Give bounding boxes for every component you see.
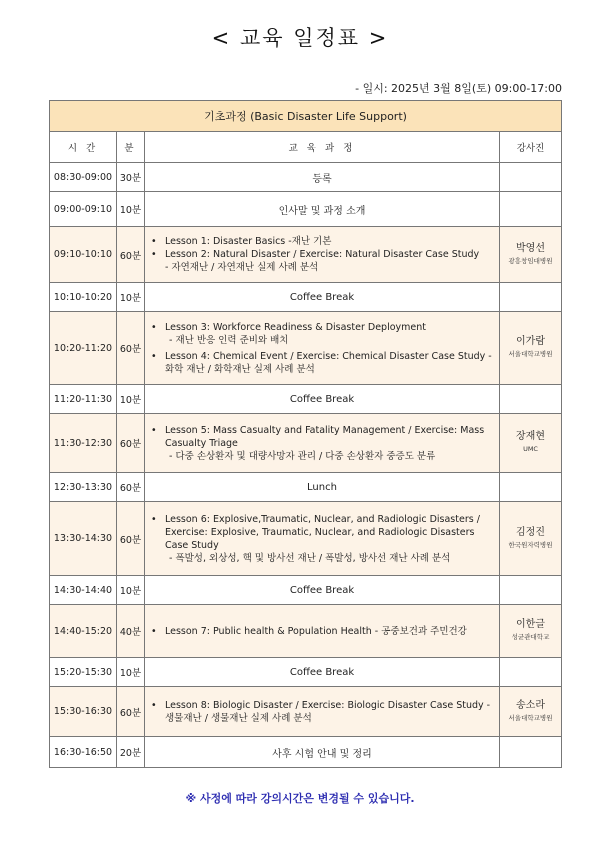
lesson-text: Lesson 6: Explosive,Traumatic, Nuclear, and Radiologic Disasters / Exercise: Explosive, Traumatic, Nuclear, and Radiologic Disasters Case Study — [165, 513, 480, 551]
row-instructor — [500, 312, 562, 385]
row-time: 13:30-14:30 — [50, 502, 117, 576]
instructor-name: 이한글 — [516, 619, 545, 630]
table-row — [50, 163, 562, 192]
row-minutes: 10분 — [117, 192, 145, 227]
bullet-icon: • — [151, 249, 157, 260]
table-row — [50, 605, 562, 658]
schedule-table — [49, 100, 562, 768]
lesson-item — [149, 248, 495, 274]
header-instructor: 강사진 — [500, 132, 562, 163]
row-instructor-empty — [500, 283, 562, 312]
table-row — [50, 414, 562, 473]
row-instructor-empty — [500, 192, 562, 227]
row-time: 15:20-15:30 — [50, 658, 117, 687]
event-date: - 일시: 2025년 3월 8일(토) 09:00-17:00 — [355, 82, 562, 95]
row-instructor — [500, 414, 562, 473]
row-minutes: 60분 — [117, 502, 145, 576]
instructor-org: 서울대학교병원 — [508, 350, 553, 358]
row-minutes: 10분 — [117, 283, 145, 312]
row-lessons — [145, 605, 500, 658]
lesson-subtext: - 재난 반응 인력 준비와 배치 — [169, 334, 289, 346]
table-row — [50, 192, 562, 227]
row-instructor — [500, 605, 562, 658]
row-minutes: 30분 — [117, 163, 145, 192]
row-time: 08:30-09:00 — [50, 163, 117, 192]
row-activity: Coffee Break — [145, 385, 500, 414]
instructor-name: 이가람 — [516, 336, 545, 347]
row-time: 10:10-10:20 — [50, 283, 117, 312]
row-minutes: 20분 — [117, 737, 145, 768]
row-instructor-empty — [500, 658, 562, 687]
table-row — [50, 283, 562, 312]
row-lessons — [145, 502, 500, 576]
table-row — [50, 687, 562, 737]
row-time: 15:30-16:30 — [50, 687, 117, 737]
instructor-org: 성균관대학교 — [511, 633, 550, 641]
row-minutes: 60분 — [117, 227, 145, 283]
lesson-text: Lesson 2: Natural Disaster / Exercise: Natural Disaster Case Study — [165, 249, 480, 260]
table-row — [50, 502, 562, 576]
row-time: 09:00-09:10 — [50, 192, 117, 227]
row-minutes: 60분 — [117, 312, 145, 385]
lesson-text: Lesson 5: Mass Casualty and Fatality Management / Exercise: Mass Casualty Triage — [165, 424, 485, 449]
row-minutes: 60분 — [117, 687, 145, 737]
page-title: < 교육 일정표 > — [211, 26, 389, 50]
row-activity: Coffee Break — [145, 658, 500, 687]
row-activity: Coffee Break — [145, 576, 500, 605]
row-instructor-empty — [500, 576, 562, 605]
instructor-name: 박영선 — [516, 242, 545, 254]
row-lessons — [145, 414, 500, 473]
lesson-item — [149, 321, 495, 347]
bullet-icon: • — [151, 699, 157, 711]
instructor-org: 광흥창임대병원 — [508, 256, 553, 265]
instructor-name: 장재현 — [516, 431, 545, 442]
lesson-text: Lesson 7: Public health & Population Health - 공중보건과 주민건강 — [165, 625, 467, 637]
row-minutes: 40분 — [117, 605, 145, 658]
row-lessons — [145, 227, 500, 283]
bullet-icon: • — [151, 625, 157, 637]
course-banner: 기초과정 (Basic Disaster Life Support) — [50, 101, 562, 132]
lesson-item — [149, 350, 495, 376]
instructor-org: UMC — [523, 445, 538, 453]
lesson-text: Lesson 8: Biologic Disaster / Exercise: Biologic Disaster Case Study - 생물재난 / 생물재난 실제 사례 분석 — [165, 699, 491, 724]
row-minutes: 60분 — [117, 473, 145, 502]
lesson-subtext: - 다중 손상환자 및 대량사망자 관리 / 다중 손상환자 중증도 분류 — [169, 450, 436, 462]
header-course: 교 육 과 정 — [145, 132, 500, 163]
row-minutes: 10분 — [117, 658, 145, 687]
lesson-subtext: - 폭발성, 외상성, 핵 및 방사선 재난 / 폭발성, 방사선 재난 사례 분석 — [169, 552, 451, 564]
instructor-org: 한국원자력병원 — [508, 540, 553, 549]
header-time: 시 간 — [50, 132, 117, 163]
row-time: 10:20-11:20 — [50, 312, 117, 385]
row-instructor-empty — [500, 473, 562, 502]
lesson-item — [149, 625, 495, 638]
bullet-icon: • — [151, 513, 157, 525]
row-time: 11:30-12:30 — [50, 414, 117, 473]
row-instructor — [500, 227, 562, 283]
bullet-icon: • — [151, 236, 157, 247]
row-activity: 인사말 및 과정 소개 — [145, 192, 500, 227]
header-minutes: 분 — [117, 132, 145, 163]
row-minutes: 10분 — [117, 385, 145, 414]
row-activity: 사후 시험 안내 및 정리 — [145, 737, 500, 768]
row-instructor-empty — [500, 737, 562, 768]
lesson-subtext: - 자연재난 / 자연재난 실제 사례 분석 — [165, 262, 319, 273]
table-row — [50, 227, 562, 283]
row-time: 14:40-15:20 — [50, 605, 117, 658]
row-time: 12:30-13:30 — [50, 473, 117, 502]
row-activity: Coffee Break — [145, 283, 500, 312]
instructor-name: 김정진 — [516, 526, 545, 538]
row-minutes: 60분 — [117, 414, 145, 473]
row-instructor — [500, 502, 562, 576]
lesson-item — [149, 699, 495, 725]
row-time: 11:20-11:30 — [50, 385, 117, 414]
table-row — [50, 385, 562, 414]
row-instructor — [500, 687, 562, 737]
row-instructor-empty — [500, 163, 562, 192]
bullet-icon: • — [151, 350, 157, 362]
table-row — [50, 576, 562, 605]
lesson-item — [149, 424, 495, 463]
table-row — [50, 737, 562, 768]
row-lessons — [145, 687, 500, 737]
table-row — [50, 658, 562, 687]
row-minutes: 10분 — [117, 576, 145, 605]
row-lessons — [145, 312, 500, 385]
lesson-text: Lesson 4: Chemical Event / Exercise: Chemical Disaster Case Study - 화학 재난 / 화학재난 실제 사례 분석 — [165, 350, 492, 375]
table-row — [50, 473, 562, 502]
instructor-org: 서울대학교병원 — [508, 713, 553, 722]
lesson-text: Lesson 3: Workforce Readiness & Disaster Deployment — [165, 321, 426, 333]
instructor-name: 송소라 — [516, 699, 545, 711]
lesson-item — [149, 235, 495, 248]
bullet-icon: • — [151, 424, 157, 436]
row-time: 14:30-14:40 — [50, 576, 117, 605]
notice-text: ※ 사정에 따라 강의시간은 변경될 수 있습니다. — [185, 792, 415, 805]
bullet-icon: • — [151, 321, 157, 333]
table-row — [50, 312, 562, 385]
lesson-item — [149, 513, 495, 565]
row-time: 09:10-10:10 — [50, 227, 117, 283]
row-activity: 등록 — [145, 163, 500, 192]
row-time: 16:30-16:50 — [50, 737, 117, 768]
row-instructor-empty — [500, 385, 562, 414]
lesson-text: Lesson 1: Disaster Basics -재난 기본 — [165, 236, 332, 247]
table-header — [50, 132, 562, 163]
row-activity: Lunch — [145, 473, 500, 502]
